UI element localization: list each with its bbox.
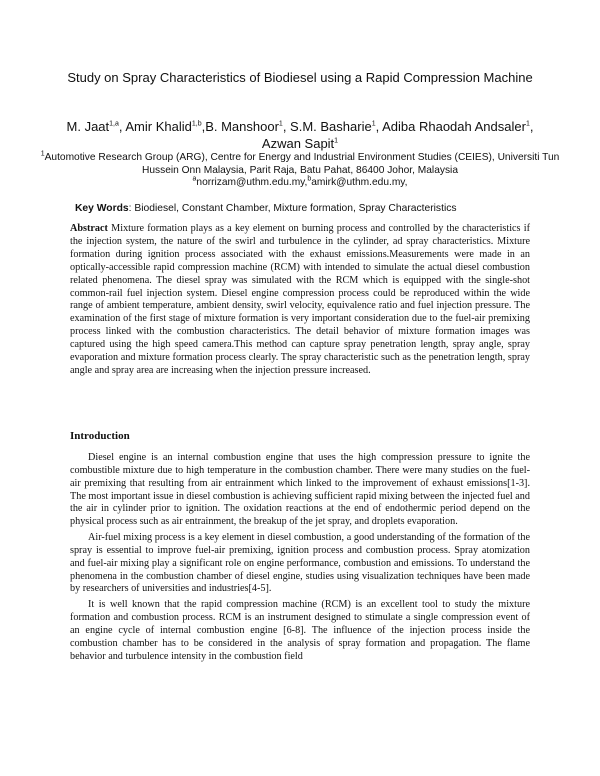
author-affiliation-mark: 1 [334,137,339,145]
author-affiliation-mark: 1 [525,120,530,128]
author-affiliation-mark: 1 [371,120,376,128]
affiliation-block [40,152,560,190]
introduction-heading: Introduction [70,430,130,442]
author-name: , S.M. Basharie [282,119,372,134]
intro-paragraph-3: It is well known that the rapid compression machine (RCM) is an excellent tool to study the mixture formation and combustion process. RCM is an instrument designed to stimulate a single compression event of an engine cycle of internal combustion engine [6-8]. The influence of the injection process inside the combustion chamber has to be considered in the analysis of spray formation and propagation. The flame behavior and turbulence intensity in the combustion field [70,599,530,662]
author-name: , Azwan Sapit [261,119,534,151]
author-affiliation-mark: 1,b [191,120,202,128]
affiliation-text: Automotive Research Group (ARG), Centre for Energy and Industrial Environment Studies (CEIES), Universiti Tun Hussein Onn Malaysia, Parit Raja, Batu Pahat, 86400 Johor, Malaysia [44,152,560,176]
author-list [60,118,540,152]
affiliation-mark: 1 [40,150,45,158]
author-name: ,B. Manshoor [201,119,279,134]
abstract-section [70,223,530,378]
author-name: , Adiba Rhaodah Andsaler [375,119,526,134]
email-address: norrizam@uthm.edu.my, [196,177,308,188]
author-affiliation-mark: 1 [278,120,283,128]
abstract-paragraph [70,223,530,378]
email-mark: a [192,175,197,183]
abstract-label: Abstract [70,223,108,234]
keywords-label: Key Words [75,203,129,214]
author-affiliation-mark: 1,a [109,120,119,128]
author-name: M. Jaat [66,119,110,134]
keywords-text: : Biodiesel, Constant Chamber, Mixture formation, Spray Characteristics [128,203,457,214]
intro-paragraph-1: Diesel engine is an internal combustion engine that uses the high compression pressure to ignite the combustible mixture due to high temperature in the combustion chamber. There were many studies on the fuel-air premixing that resulting from air entrainment which linked to the improvement of exhaust emissions[1-3]. The most important issue in diesel combustion is achieving sufficient rapid mixing between the injected fuel and the air in cylinder prior to ignition. The oxidation reactions at the end of endothermic period depend on the physical process such as air entrainment, the breakup of the jet spray, and droplets evaporation. [70,452,530,528]
intro-paragraph-2: Air-fuel mixing process is a key element in diesel combustion, a good understanding of the formation of the spray is essential to improve fuel-air premixing, ignition process and combustion process. Spray atomization and fuel-air mixing play a significant role on engine performance, combustion and emissions. To understand the phenomena in the combustion chamber of diesel engine, studies using visualization techniques have been made by researchers of universities and industries[4-5]. [70,532,530,595]
abstract-text: Mixture formation plays as a key element on burning process and controlled by the characteristics if the injection system, the nature of the swirl and turbulence in the cylinder, ad spray characteristics. Mixture formation during ignition process associated with the exhaust emissions.Measurements were made in an optically-accessible rapid compression machine (RCM) with intended to simulate the actual diesel combustion related phenomena. The diesel spray was simulated with the RCM which is equipped with the single-shot common-rail fuel injection system. Diesel engine compression process could be reproduced within the wide range of ambient temperature, ambient density, swirl velocity, equivalence ratio and fuel injection pressure. The examination of the first stage of mixture formation is very important consideration due to the fuel-air premixing process linked with the combustion characteristics. The detail behavior of mixture formation images was captured using the high speed camera.This method can capture spray penetration length, spray angle, spray evaporation and mixture formation process clearly. The spray characteristic such as the penetration length, spray angle and spray area are increasing when the injection pressure increased. [70,223,530,376]
keywords-line [75,203,457,214]
paper-title: Study on Spray Characteristics of Biodiesel using a Rapid Compression Machine [67,70,533,85]
introduction-section [70,452,530,667]
email-mark: b [307,175,312,183]
author-name: , Amir Khalid [118,119,192,134]
email-address: amirk@uthm.edu.my, [311,177,408,188]
